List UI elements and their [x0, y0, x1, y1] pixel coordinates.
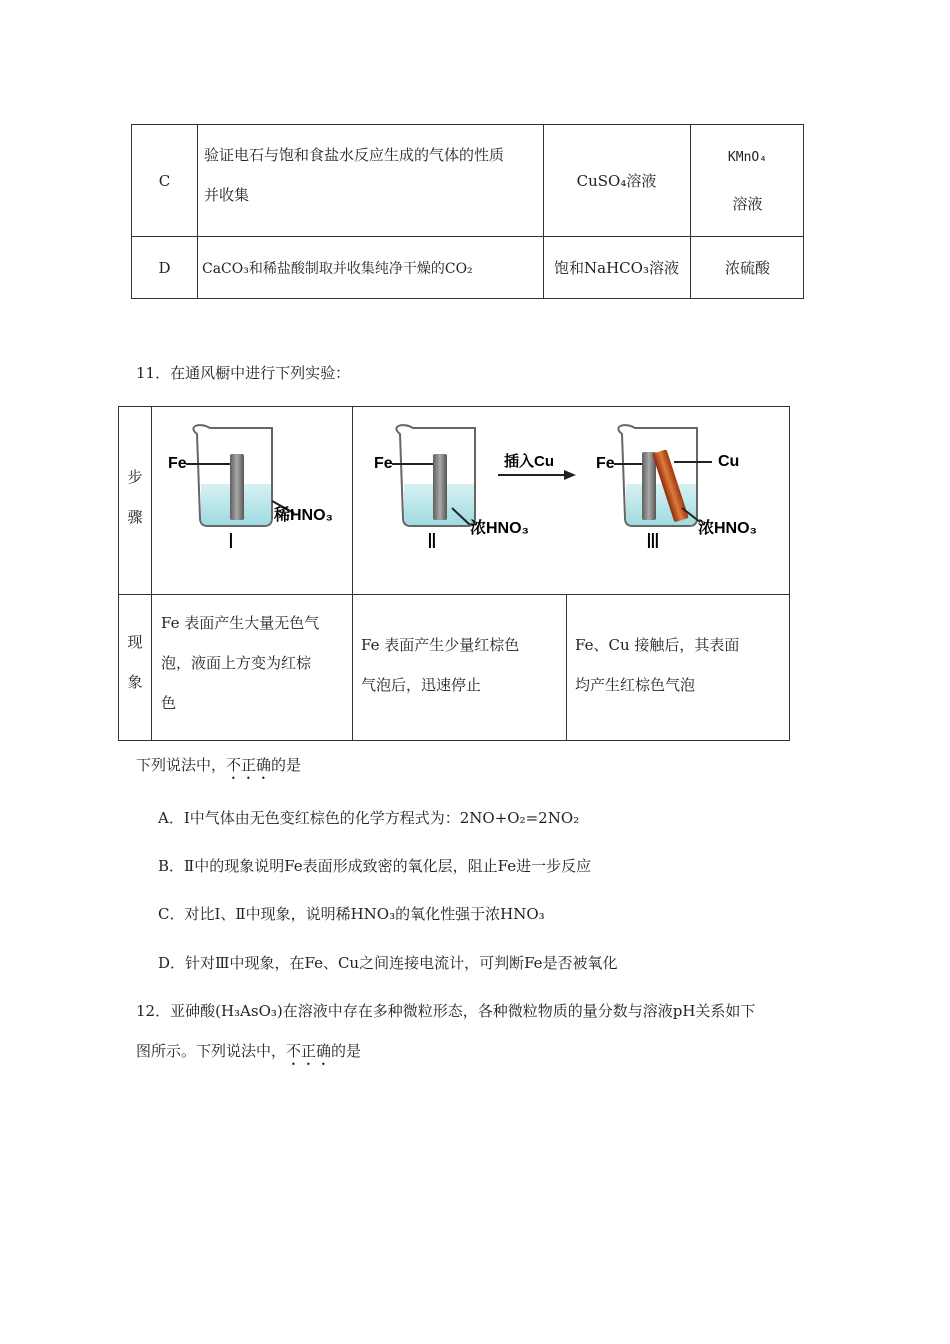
beaker-1 — [168, 425, 333, 553]
reagent-text: 浓硫酸 — [724, 259, 770, 277]
question-12-line-2 — [136, 1040, 361, 1069]
option-c: C．对比Ⅰ、Ⅱ中现象，说明稀HNO₃的氧化性强于浓HNO₃ — [158, 905, 545, 923]
reagent-text: CuSO₄溶液 — [576, 172, 657, 190]
table-cell-reagent — [690, 236, 805, 299]
table-cell-reagent — [543, 125, 690, 236]
cu-label: Cu — [718, 453, 740, 470]
stem-emphasis: 不正确 — [286, 1042, 332, 1060]
acid-label: 浓HNO₃ — [698, 520, 757, 537]
fe-label: Fe — [596, 455, 615, 472]
stem-text: 下列说法中， — [136, 756, 227, 774]
roman-numeral-2: Ⅱ — [427, 531, 437, 553]
fe-label: Fe — [374, 455, 393, 472]
acid-label: 稀HNO₃ — [274, 507, 333, 524]
option-d: D．针对Ⅲ中现象，在Fe、Cu之间连接电流计，可判断Fe是否被氧化 — [158, 954, 618, 972]
arrow-label: 插入Cu — [504, 453, 554, 470]
reagent-table — [131, 124, 804, 299]
fe-label: Fe — [168, 455, 187, 472]
stem-text: 图所示。下列说法中， — [136, 1042, 287, 1060]
reagent-text: 溶液 — [732, 195, 763, 213]
reagent-text: KMnO₄ — [727, 150, 768, 165]
question-11-title: 11．在通风橱中进行下列实验： — [136, 364, 351, 382]
roman-numeral-3: Ⅲ — [646, 531, 660, 553]
observation-line: Fe、Cu 接触后，其表面 — [575, 636, 740, 654]
insert-cu-arrow — [498, 452, 576, 480]
table-cell-reagent — [543, 236, 690, 299]
option-a: A．Ⅰ中气体由无色变红棕色的化学方程式为：2NO+O₂=2NO₂ — [158, 809, 580, 827]
table-cell-reagent — [690, 131, 805, 231]
step-label-char: 步 — [127, 468, 143, 486]
column-divider — [566, 594, 567, 740]
table-cell-description — [202, 236, 542, 299]
question-12-line-1: 12．亚砷酸(H₃AsO₃)在溶液中存在多种微粒形态，各种微粒物质的量分数与溶液pH关系如下 — [136, 1002, 756, 1020]
stem-text: 的是 — [271, 756, 302, 774]
row-label-text: D — [158, 258, 171, 277]
beaker-2 — [374, 425, 529, 553]
observation-2 — [361, 625, 561, 705]
acid-label: 浓HNO₃ — [470, 520, 529, 537]
roman-numeral-1: Ⅰ — [228, 531, 234, 553]
phenomenon-label-char: 现 — [127, 633, 143, 651]
table-cell-description — [204, 135, 539, 230]
stem-text: 的是 — [331, 1042, 362, 1060]
description-line: 验证电石与饱和食盐水反应生成的气体的性质 — [204, 146, 505, 164]
observation-line: 泡，液面上方变为红棕 — [161, 654, 312, 672]
description-line: 并收集 — [204, 186, 250, 204]
question-11-stem — [136, 754, 301, 783]
step-label — [125, 457, 145, 537]
observation-line: 均产生红棕色气泡 — [575, 676, 696, 694]
observation-3 — [575, 625, 785, 705]
observation-1 — [161, 603, 351, 723]
experiment-diagram — [152, 408, 789, 593]
observation-line: Fe 表面产生少量红棕色 — [361, 636, 520, 654]
row-label-text: C — [158, 171, 171, 190]
observation-line: 气泡后，迅速停止 — [361, 676, 482, 694]
description-text: CaCO₃和稀盐酸制取并收集纯净干燥的CO₂ — [202, 260, 473, 277]
stem-emphasis: 不正确 — [226, 756, 272, 774]
table-row-label — [132, 236, 197, 299]
phenomenon-label-char: 象 — [127, 673, 143, 691]
row-divider — [119, 594, 789, 595]
reagent-text: 饱和NaHCO₃溶液 — [554, 259, 679, 277]
beaker-3 — [596, 425, 757, 553]
experiment-table — [118, 406, 790, 741]
table-row-label — [132, 125, 197, 236]
option-b: B．Ⅱ中的现象说明Fe表面形成致密的氧化层，阻止Fe进一步反应 — [158, 857, 592, 875]
step-label-char: 骤 — [127, 508, 143, 526]
observation-line: Fe 表面产生大量无色气 — [161, 614, 320, 632]
phenomenon-label — [125, 622, 145, 702]
column-divider — [197, 125, 198, 298]
observation-line: 色 — [161, 694, 177, 712]
